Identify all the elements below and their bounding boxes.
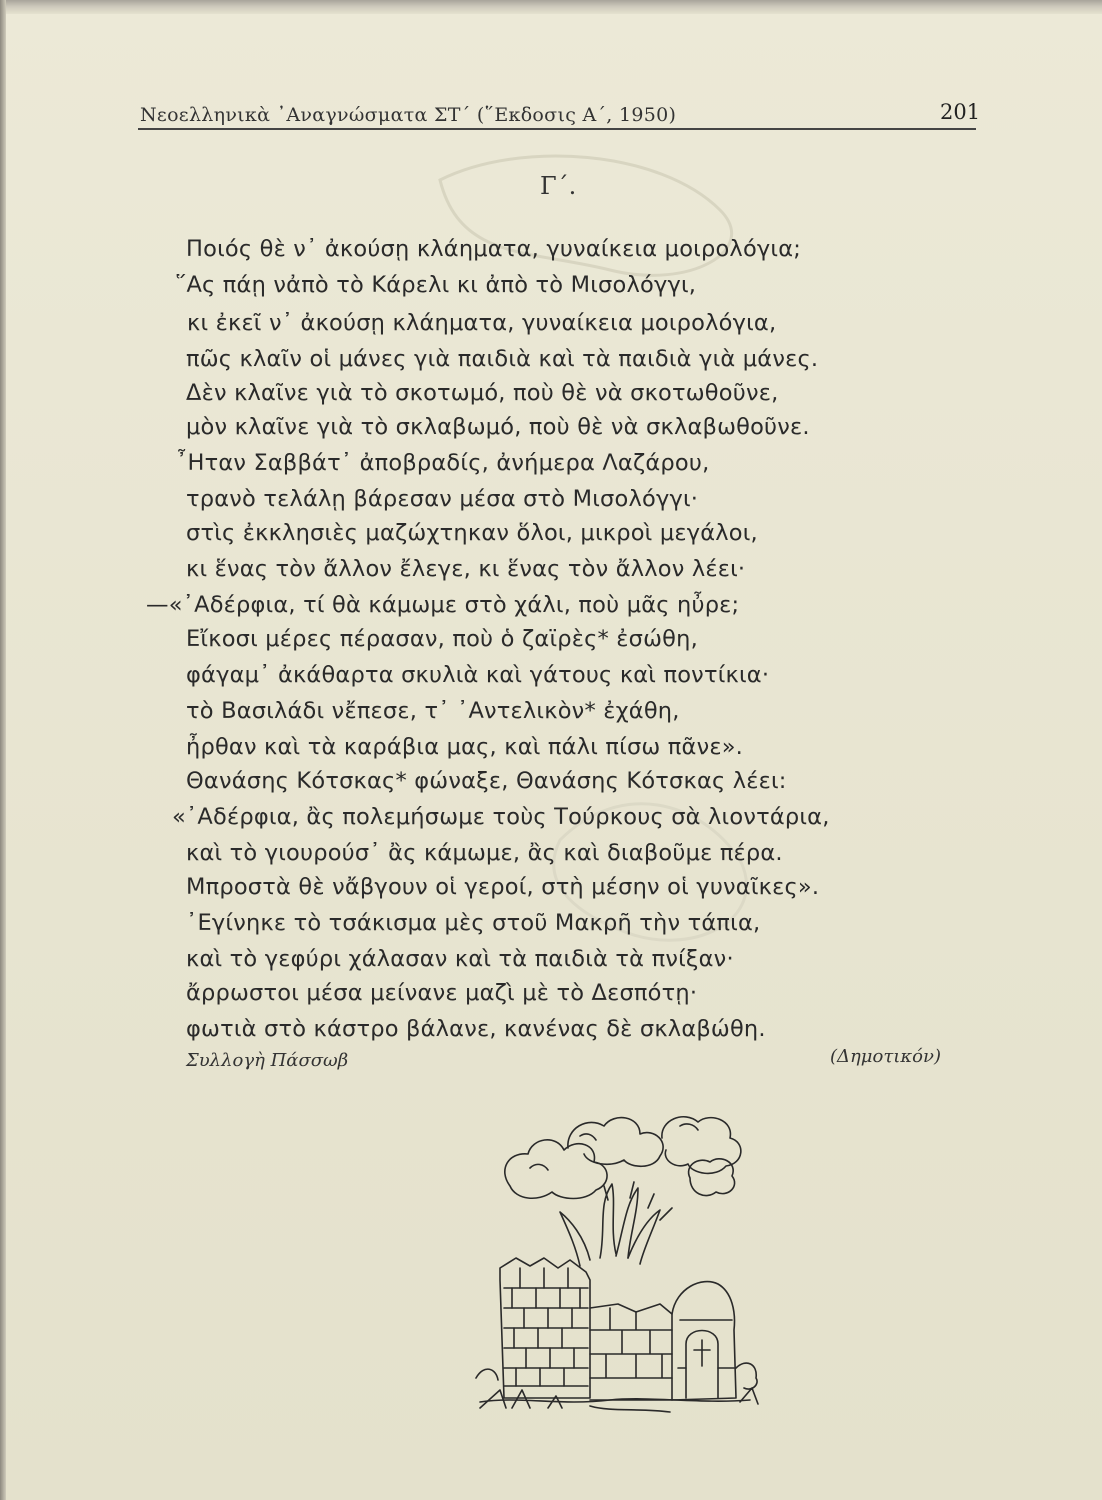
page-top-edge xyxy=(0,0,1102,14)
poem-line: φάγαμ᾿ ἀκάθαρτα σκυλιὰ καὶ γάτους καὶ ποντίκια· xyxy=(186,662,770,688)
poem-line: τρανὸ τελάλῃ βάρεσαν μέσα στὸ Μισολόγγι· xyxy=(186,486,699,512)
poem-line: τὸ Βασιλάδι νἔπεσε, τ᾿ ᾿Αντελικὸν* ἐχάθη, xyxy=(186,698,680,724)
poem-line: Θανάσης Κότσκας* φώναξε, Θανάσης Κότσκας λέει: xyxy=(186,768,787,794)
poem-line: Δὲν κλαῖνε γιὰ τὸ σκοτωμό, ποὺ θὲ νὰ σκοτωθοῦνε, xyxy=(186,380,779,406)
poem-line: πῶς κλαῖν οἱ μάνες γιὰ παιδιὰ καὶ τὰ παιδιὰ γιὰ μάνες. xyxy=(186,346,819,372)
poem-line: ῏Ηταν Σαββάτ᾿ ἀποβραδίς, ἀνήμερα Λαζάρου, xyxy=(176,450,710,476)
poem-line: ᾿Εγίνηκε τὸ τσάκισμα μὲς στοῦ Μακρῆ τὴν τάπια, xyxy=(186,910,761,936)
poem-line: στὶς ἐκκλησιὲς μαζώχτηκαν ὅλοι, μικροὶ μεγάλοι, xyxy=(186,520,758,546)
section-heading: Γ΄. xyxy=(540,172,577,200)
source-attribution: Συλλογὴ Πάσσωβ xyxy=(186,1050,349,1071)
page-binding-edge xyxy=(0,0,6,1500)
poem-line: Ποιός θὲ ν᾿ ἀκούσῃ κλάηματα, γυναίκεια μοιρολόγια; xyxy=(186,236,802,262)
genre-label: (Δημοτικόν) xyxy=(830,1046,941,1067)
poem-line: καὶ τὸ γιουρούσ᾿ ἂς κάμωμε, ἂς καὶ διαβοῦμε πέρα. xyxy=(186,840,783,866)
poem-line: μὸν κλαῖνε γιὰ τὸ σκλαβωμό, ποὺ θὲ νὰ σκλαβωθοῦνε. xyxy=(186,414,810,440)
poem-line: ῞Ας πάῃ νἀπὸ τὸ Κάρελι κι ἀπὸ τὸ Μισολόγγι, xyxy=(175,272,697,298)
poem-line: Μπροστὰ θὲ νἄβγουν οἱ γεροί, στὴ μέσην οἱ γυναῖκες». xyxy=(186,874,820,900)
poem-line: φωτιὰ στὸ κάστρο βάλανε, κανένας δὲ σκλαβώθη. xyxy=(186,1016,766,1042)
burning-fortress-illustration xyxy=(440,1108,780,1418)
page-number: 201 xyxy=(940,100,981,124)
poem-line: κι ἐκεῖ ν᾿ ἀκούσῃ κλάηματα, γυναίκεια μοιρολόγια, xyxy=(187,310,777,336)
header-divider xyxy=(138,128,976,130)
poem-line: ἦρθαν καὶ τὰ καράβια μας, καὶ πάλι πίσω πᾶνε». xyxy=(186,734,744,760)
poem-line: —«᾿Αδέρφια, τί θὰ κάμωμε στὸ χάλι, ποὺ μᾶς ηὖρε; xyxy=(146,592,740,618)
running-header: Νεοελληνικὰ ᾿Αναγνώσματα ΣΤ΄ (῞Εκδοσις Α΄, 1950) xyxy=(140,104,677,126)
poem-line: Εἴκοσι μέρες πέρασαν, ποὺ ὁ ζαϊρὲς* ἐσώθη, xyxy=(186,626,698,652)
poem-line: «᾿Αδέρφια, ἂς πολεμήσωμε τοὺς Τούρκους σὰ λιοντάρια, xyxy=(172,804,830,830)
poem-line: καὶ τὸ γεφύρι χάλασαν καὶ τὰ παιδιὰ τὰ πνίξαν· xyxy=(186,946,734,972)
poem-line: κι ἕνας τὸν ἄλλον ἔλεγε, κι ἕνας τὸν ἄλλον λέει· xyxy=(186,556,746,582)
poem-line: ἄρρωστοι μέσα μείνανε μαζὶ μὲ τὸ Δεσπότῃ· xyxy=(186,980,698,1006)
